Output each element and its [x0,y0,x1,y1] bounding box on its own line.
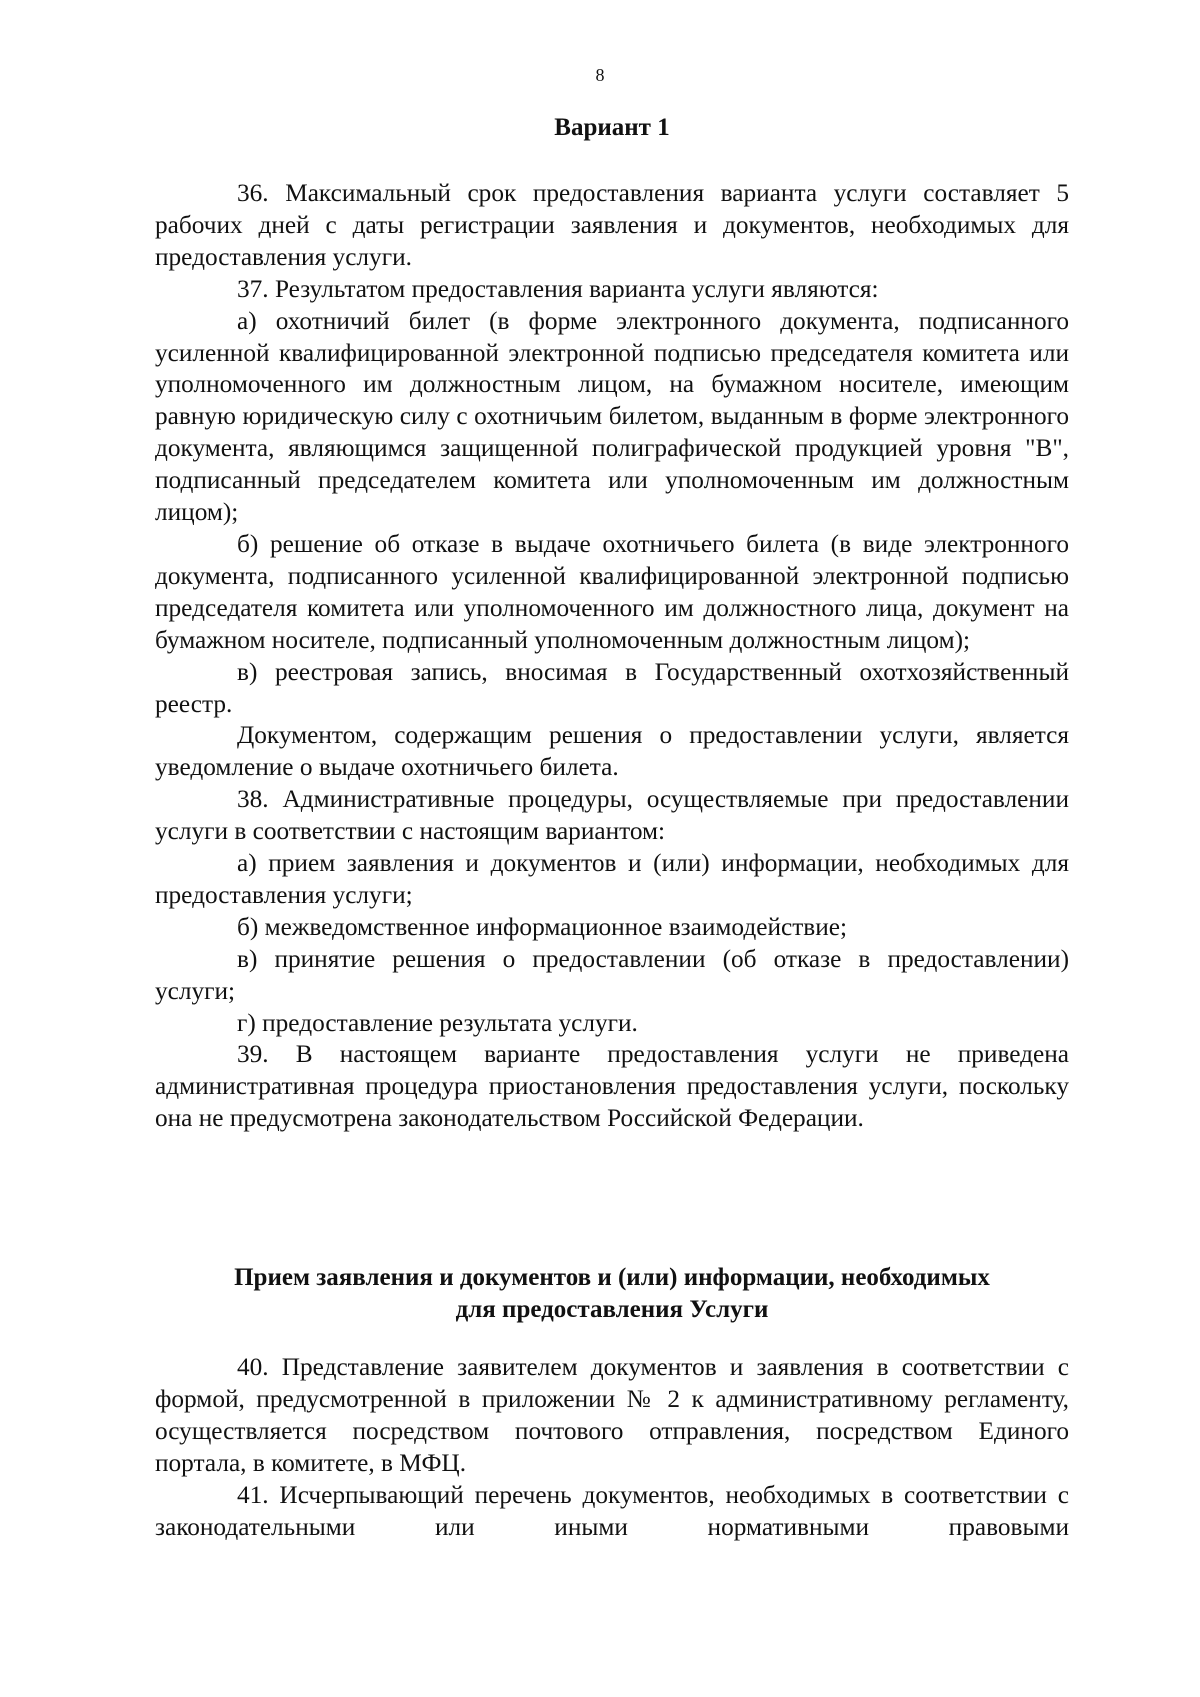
page-number: 8 [595,65,605,85]
section-heading-line-1: Прием заявления и документов и (или) информации, необходимых [234,1264,990,1291]
paragraph-37-v: в) реестровая запись, вносимая в Государственный охотхозяйственный реестр. [155,657,1069,718]
paragraph-38-b: б) межведомственное информационное взаимодействие; [237,912,848,941]
paragraph-37-a: а) охотничий билет (в форме электронного документа, подписанного усиленной квалифицированной электронной подписью председателя комитета или уполномоченного им должностным лицом, на бумажном носителе, имеющим равную юридическую силу с охотничьим билетом, выданным в форме электронного документа, являющимся защищенной полиграфической продукцией уровня "В", подписанный председателем комитета или уполномоченным им должностным лицом); [155,306,1069,527]
section-heading-line-2: для предоставления Услуги [455,1296,769,1323]
paragraph-39: 39. В настоящем варианте предоставления услуги не приведена административная процедура приостановления предоставления услуги, поскольку она не предусмотрена законодательством Российской Федерации. [155,1040,1069,1133]
paragraph-result-document: Документом, содержащим решения о предоставлении услуги, является уведомление о выдаче охотничьего билета. [155,721,1069,782]
paragraph-37-b: б) решение об отказе в выдаче охотничьего билета (в виде электронного документа, подписанного усиленной квалифицированной электронной подписью председателя комитета или уполномоченного им должностного лица, документ на бумажном носителе, подписанный уполномоченным должностным лицом); [155,529,1069,654]
paragraph-38-g: г) предоставление результата услуги. [237,1008,638,1037]
paragraph-41: 41. Исчерпывающий перечень документов, необходимых в соответствии с законодательными или иными нормативными правовыми [155,1480,1069,1541]
body-text-part1 [155,178,1069,1135]
section-heading [155,1262,1069,1326]
paragraph-38-a: а) прием заявления и документов и (или) информации, необходимых для предоставления услуги; [155,849,1069,909]
paragraph-38-v: в) принятие решения о предоставлении (об отказе в предоставлении) услуги; [155,944,1069,1005]
paragraph-37: 37. Результатом предоставления варианта услуги являются: [237,274,879,303]
variant-heading: Вариант 1 [554,114,670,141]
body-text-part2 [155,1352,1069,1543]
paragraph-40: 40. Представление заявителем документов и заявления в соответствии с формой, предусмотренной в приложении № 2 к административному регламенту, осуществляется посредством почтового отправления, посредством Единого портала, в комитете, в МФЦ. [155,1353,1069,1477]
paragraph-38: 38. Административные процедуры, осуществляемые при предоставлении услуги в соответствии с настоящим вариантом: [155,785,1069,846]
paragraph-36: 36. Максимальный срок предоставления варианта услуги составляет 5 рабочих дней с даты регистрации заявления и документов, необходимых для предоставления услуги. [155,179,1069,271]
